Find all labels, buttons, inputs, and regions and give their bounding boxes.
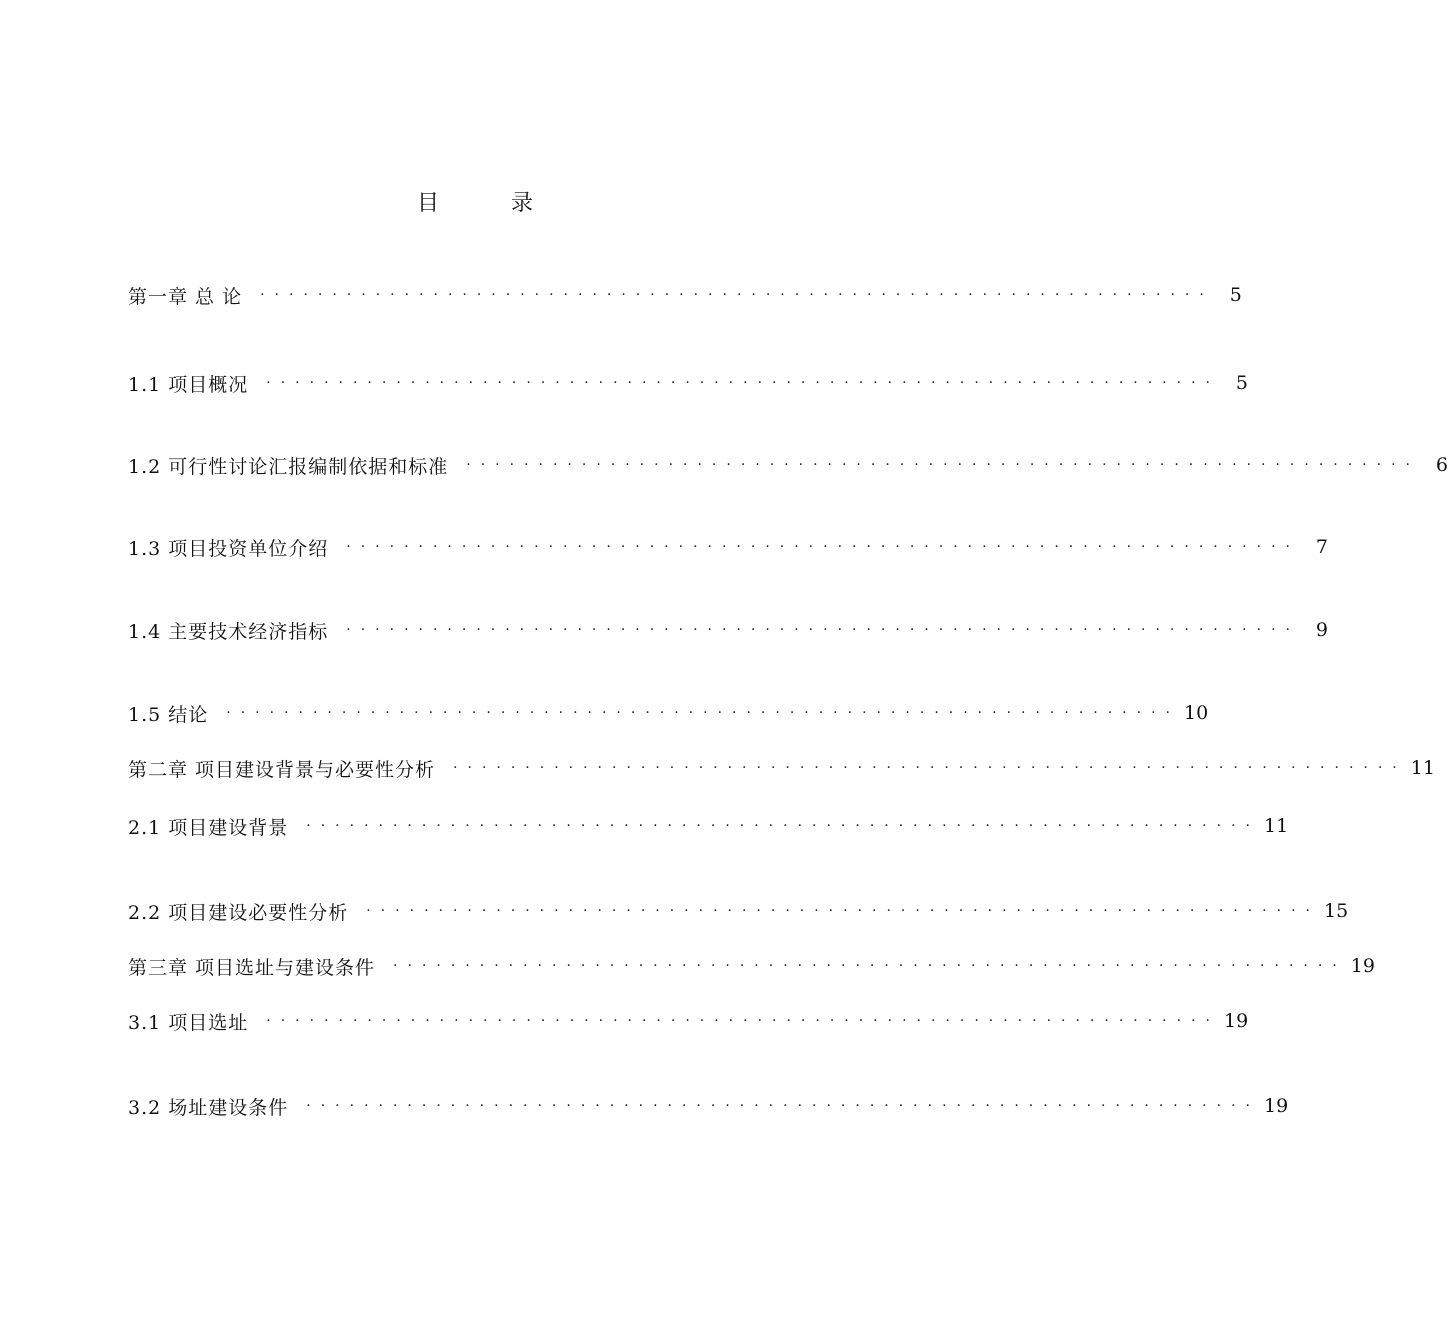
toc-leader-dots: ··································································	[393, 958, 1347, 974]
toc-entry[interactable]	[128, 753, 1435, 783]
toc-entry[interactable]	[128, 698, 1209, 728]
toc-entry-page: 19	[1350, 955, 1375, 977]
toc-entry-page: 19	[1263, 1095, 1289, 1117]
toc-leader-dots: ··································································	[466, 457, 1420, 473]
toc-leader-dots: ··································································	[346, 622, 1300, 638]
toc-leader-dots: ··································································	[366, 903, 1320, 919]
toc-leader-dots: ··································································	[226, 705, 1180, 721]
toc-entry-label: 2.2 项目建设必要性分析	[128, 901, 349, 924]
toc-title	[0, 186, 950, 217]
toc-entry[interactable]	[128, 368, 1248, 398]
toc-entry-label: 1.4 主要技术经济指标	[128, 620, 329, 643]
toc-entry-page: 10	[1183, 702, 1209, 724]
toc-entry[interactable]	[128, 450, 1448, 480]
toc-entry-page: 6	[1435, 454, 1448, 476]
toc-leader-dots: ··································································	[266, 375, 1220, 391]
toc-entry[interactable]	[128, 532, 1328, 562]
toc-entry-label: 第二章 项目建设背景与必要性分析	[128, 758, 436, 781]
toc-entry-page: 7	[1315, 536, 1328, 558]
toc-entry-label: 1.1 项目概况	[128, 373, 249, 396]
toc-entry-label: 1.3 项目投资单位介绍	[128, 537, 329, 560]
toc-entry[interactable]	[128, 811, 1289, 841]
toc-entry-label: 3.1 项目选址	[128, 1011, 249, 1034]
toc-leader-dots: ··································································	[453, 760, 1407, 776]
toc-leader-dots: ··································································	[306, 1098, 1260, 1114]
toc-entry-label: 1.5 结论	[128, 703, 209, 726]
toc-entry-page: 15	[1323, 900, 1349, 922]
toc-entry-page: 9	[1315, 619, 1328, 641]
toc-entry[interactable]	[128, 1091, 1289, 1121]
toc-title-char-2: 录	[511, 191, 534, 216]
toc-leader-dots: ··································································	[260, 287, 1214, 303]
toc-entry-page: 5	[1229, 284, 1242, 306]
toc-entry[interactable]	[128, 951, 1375, 981]
toc-entry-label: 2.1 项目建设背景	[128, 816, 289, 839]
toc-entry-label: 第三章 项目选址与建设条件	[128, 956, 376, 979]
toc-entry[interactable]	[128, 280, 1242, 310]
toc-entry-page: 5	[1235, 372, 1248, 394]
toc-entry[interactable]	[128, 896, 1349, 926]
toc-leader-dots: ··································································	[306, 818, 1260, 834]
toc-entry-page: 19	[1223, 1010, 1249, 1032]
toc-entry[interactable]	[128, 615, 1328, 645]
toc-leader-dots: ··································································	[266, 1013, 1220, 1029]
toc-entry-label: 1.2 可行性讨论汇报编制依据和标准	[128, 455, 449, 478]
toc-entry-label: 第一章 总 论	[128, 285, 243, 308]
toc-title-char-1: 目	[416, 191, 439, 216]
toc-leader-dots: ··································································	[346, 539, 1300, 555]
toc-entry[interactable]	[128, 1006, 1249, 1036]
toc-entry-page: 11	[1263, 815, 1289, 837]
toc-entry-page: 11	[1410, 757, 1435, 779]
toc-entry-label: 3.2 场址建设条件	[128, 1096, 289, 1119]
